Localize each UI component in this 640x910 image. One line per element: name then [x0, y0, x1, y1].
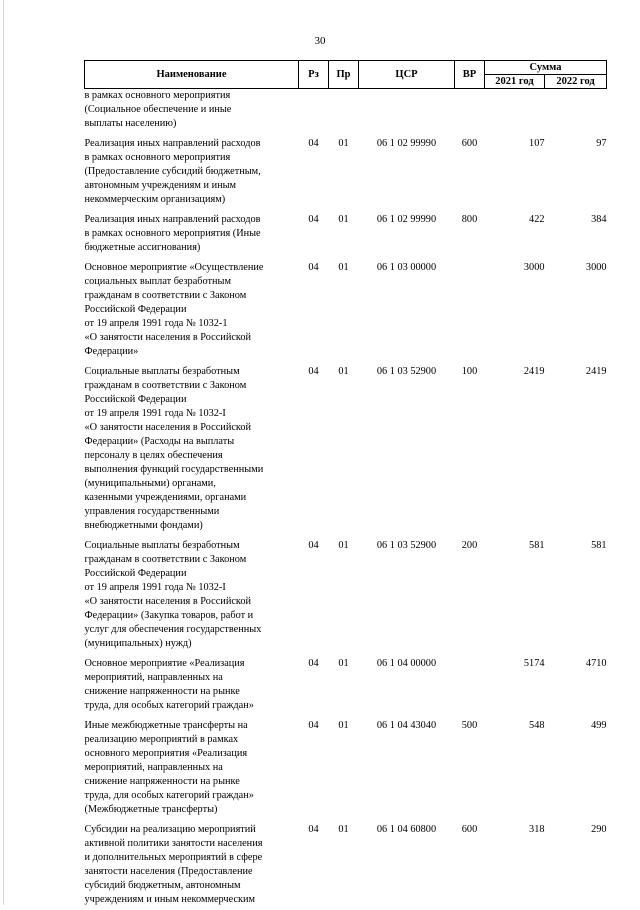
header-sum: Сумма — [485, 61, 607, 75]
row-vr: 800 — [461, 214, 478, 225]
row-pr: 01 — [338, 720, 349, 731]
row-sum-2022: 2419 — [585, 366, 607, 377]
row-vr — [455, 654, 485, 716]
header-name: Наименование — [85, 61, 299, 89]
row-sum-2022: 97 — [596, 138, 607, 149]
table-row — [85, 536, 607, 654]
header-csr: ЦСР — [359, 61, 455, 89]
row-name: Социальные выплаты безработным гражданам в соответствии с Законом Российской Федерации от 19 апреля 1991 года № 1032-I «О занятости населения в Российской Федерации» (Расходы на выплаты персоналу в целях обеспечения выполнения функций государственными (муниципальными) органами, казенными учреждениями, органами управления государственными внебюджетными фондами) — [84, 366, 264, 531]
row-vr — [455, 258, 485, 362]
row-rz: 04 — [308, 138, 319, 149]
row-pr: 01 — [338, 540, 349, 551]
row-sum-2021: 107 — [529, 138, 545, 149]
row-rz: 04 — [308, 824, 319, 835]
table-row — [85, 820, 607, 910]
row-sum-2021: 3000 — [523, 262, 545, 273]
scan-edge-line — [3, 0, 4, 905]
table-row — [85, 210, 607, 258]
row-sum-2022: 499 — [591, 720, 607, 731]
budget-table — [84, 60, 607, 910]
row-name: Реализация иных направлений расходов в рамках основного мероприятия (Предоставление субсидий бюджетным, автономным учреждениям и иным некоммерческим организациям) — [84, 138, 261, 205]
header-rz: Рз — [299, 61, 329, 89]
row-vr: 600 — [461, 824, 478, 835]
row-rz: 04 — [308, 214, 319, 225]
table-row — [85, 362, 607, 536]
table-row — [85, 654, 607, 716]
row-name: в рамках основного мероприятия (Социальное обеспечение и иные выплаты населению) — [84, 90, 232, 129]
row-pr: 01 — [338, 214, 349, 225]
row-pr: 01 — [338, 138, 349, 149]
row-sum-2022: 581 — [591, 540, 607, 551]
row-sum-2022: 290 — [591, 824, 607, 835]
row-name: Реализация иных направлений расходов в рамках основного мероприятия (Иные бюджетные ассигнования) — [84, 214, 261, 253]
header-2022: 2022 год — [545, 75, 607, 89]
table-row-continuation — [85, 89, 607, 135]
row-vr: 600 — [461, 138, 478, 149]
header-vr: ВР — [455, 61, 485, 89]
row-vr: 200 — [461, 540, 478, 551]
header-2021: 2021 год — [485, 75, 545, 89]
row-rz: 04 — [308, 658, 319, 669]
row-name: Иные межбюджетные трансферты на реализацию мероприятий в рамках основного мероприятия «Реализация мероприятий, направленных на снижение напряженности на рынке труда, для особых категорий граждан» (Межбюджетные трансферты) — [84, 720, 254, 815]
row-csr: 06 1 02 99990 — [376, 214, 437, 225]
row-pr: 01 — [338, 262, 349, 273]
row-sum-2022: 4710 — [585, 658, 607, 669]
row-sum-2021: 2419 — [523, 366, 545, 377]
row-csr: 06 1 03 00000 — [376, 262, 437, 273]
row-vr: 500 — [461, 720, 478, 731]
page-number: 30 — [314, 35, 326, 47]
row-sum-2022: 3000 — [585, 262, 607, 273]
row-csr: 06 1 03 52900 — [376, 540, 437, 551]
row-name: Субсидии на реализацию мероприятий активной политики занятости населения и дополнительных мероприятий в сфере занятости населения (Предоставление субсидий бюджетным, автономным учреждениям и иным некоммерческим — [84, 824, 263, 905]
row-sum-2021: 581 — [529, 540, 545, 551]
row-csr: 06 1 04 60800 — [376, 824, 437, 835]
row-name: Основное мероприятие «Реализация мероприятий, направленных на снижение напряженности на рынке труда, для особых категорий граждан» — [84, 658, 254, 711]
row-csr: 06 1 03 52900 — [376, 366, 437, 377]
row-vr: 100 — [461, 366, 478, 377]
row-name: Основное мероприятие «Осуществление социальных выплат безработным гражданам в соответствии с Законом Российской Федерации от 19 апреля 1991 года № 1032-1 «О занятости населения в Российской Федерации» — [84, 262, 264, 357]
row-name: Социальные выплаты безработным гражданам в соответствии с Законом Российской Федерации от 19 апреля 1991 года № 1032-I «О занятости населения в Российской Федерации» (Закупка товаров, работ и услуг для обеспечения государственных (муниципальных) нужд) — [84, 540, 262, 649]
row-csr: 06 1 02 99990 — [376, 138, 437, 149]
row-sum-2021: 318 — [529, 824, 545, 835]
row-rz: 04 — [308, 262, 319, 273]
row-pr: 01 — [338, 658, 349, 669]
table-row — [85, 258, 607, 362]
row-sum-2022: 384 — [591, 214, 607, 225]
row-sum-2021: 422 — [529, 214, 545, 225]
row-rz: 04 — [308, 720, 319, 731]
row-pr: 01 — [338, 366, 349, 377]
row-csr: 06 1 04 00000 — [376, 658, 437, 669]
row-csr: 06 1 04 43040 — [376, 720, 437, 731]
table-row — [85, 134, 607, 210]
row-sum-2021: 5174 — [523, 658, 545, 669]
row-rz: 04 — [308, 540, 319, 551]
row-pr: 01 — [338, 824, 349, 835]
header-pr: Пр — [329, 61, 359, 89]
row-sum-2021: 548 — [529, 720, 545, 731]
table-row — [85, 716, 607, 820]
row-rz: 04 — [308, 366, 319, 377]
